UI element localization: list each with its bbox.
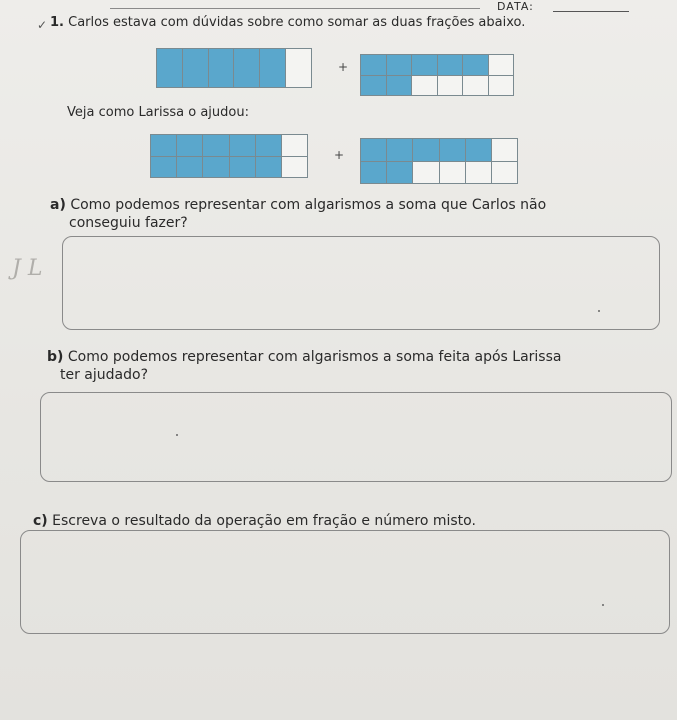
fraction-part — [157, 49, 183, 87]
header-rule — [110, 8, 480, 9]
answer-box-c[interactable] — [20, 530, 670, 634]
fraction-part — [256, 135, 282, 156]
fraction-part — [413, 139, 439, 161]
fraction-part — [492, 162, 517, 184]
fraction-part — [203, 157, 229, 178]
answer-box-a[interactable] — [62, 236, 660, 330]
fraction-left-top — [156, 48, 312, 88]
item-b-letter: b) — [47, 349, 64, 365]
plus-sign: + — [338, 60, 349, 74]
handwritten-scribble: J L — [12, 256, 43, 281]
fraction-part — [282, 157, 307, 178]
fraction-left-larissa — [150, 134, 308, 178]
fraction-part — [440, 139, 466, 161]
fraction-part — [412, 55, 438, 75]
item-c-text: Escreva o resultado da operação em fração e número misto. — [52, 513, 476, 529]
date-label: DATA: — [497, 0, 534, 13]
fraction-part — [440, 162, 466, 184]
item-b-line2: ter ajudado? — [60, 367, 148, 383]
fraction-part — [151, 135, 177, 156]
fraction-part — [183, 49, 209, 87]
fraction-part — [230, 135, 256, 156]
fraction-part — [209, 49, 235, 87]
fraction-part — [492, 139, 517, 161]
fraction-part — [466, 162, 492, 184]
fraction-part — [361, 55, 387, 75]
item-a-letter: a) — [50, 197, 66, 213]
fraction-part — [361, 76, 387, 96]
item-a-line2: conseguiu fazer? — [69, 215, 188, 231]
item-a-text: Como podemos representar com algarismos a soma que Carlos não — [70, 197, 547, 213]
fraction-part — [234, 49, 260, 87]
item-b-line1 — [47, 348, 561, 366]
fraction-part — [387, 139, 413, 161]
item-b-text: Como podemos representar com algarismos a soma feita após Larissa — [67, 349, 562, 365]
fraction-part — [256, 157, 282, 178]
fraction-part — [438, 76, 464, 96]
helper-text: Veja como Larissa o ajudou: — [67, 105, 249, 120]
pencil-mark — [598, 310, 600, 312]
plus-sign: + — [334, 148, 345, 162]
fraction-part — [387, 76, 413, 96]
fraction-part — [230, 157, 256, 178]
checkmark-icon: ✓ — [37, 18, 48, 32]
fraction-part — [463, 55, 489, 75]
question-line — [50, 14, 525, 32]
fraction-part — [466, 139, 492, 161]
fraction-part — [203, 135, 229, 156]
fraction-part — [489, 55, 514, 75]
fraction-part — [260, 49, 286, 87]
date-field-line[interactable] — [553, 11, 629, 12]
question-text: Carlos estava com dúvidas sobre como somar as duas frações abaixo. — [68, 15, 526, 30]
answer-box-b[interactable] — [40, 392, 672, 482]
fraction-part — [177, 157, 203, 178]
fraction-part — [463, 76, 489, 96]
fraction-part — [282, 135, 307, 156]
item-c-line1 — [33, 512, 476, 530]
fraction-part — [177, 135, 203, 156]
item-c-letter: c) — [33, 513, 48, 529]
fraction-part — [413, 162, 439, 184]
fraction-part — [387, 55, 413, 75]
fraction-part — [412, 76, 438, 96]
fraction-part — [286, 49, 311, 87]
fraction-right-larissa — [360, 138, 518, 184]
pencil-mark — [602, 604, 604, 606]
item-a-line1 — [50, 196, 546, 214]
fraction-right-top — [360, 54, 514, 96]
fraction-part — [151, 157, 177, 178]
fraction-part — [361, 139, 387, 161]
fraction-part — [361, 162, 387, 184]
fraction-part — [438, 55, 464, 75]
question-number: 1. — [50, 15, 64, 30]
pencil-mark — [176, 434, 178, 436]
fraction-part — [489, 76, 514, 96]
fraction-part — [387, 162, 413, 184]
